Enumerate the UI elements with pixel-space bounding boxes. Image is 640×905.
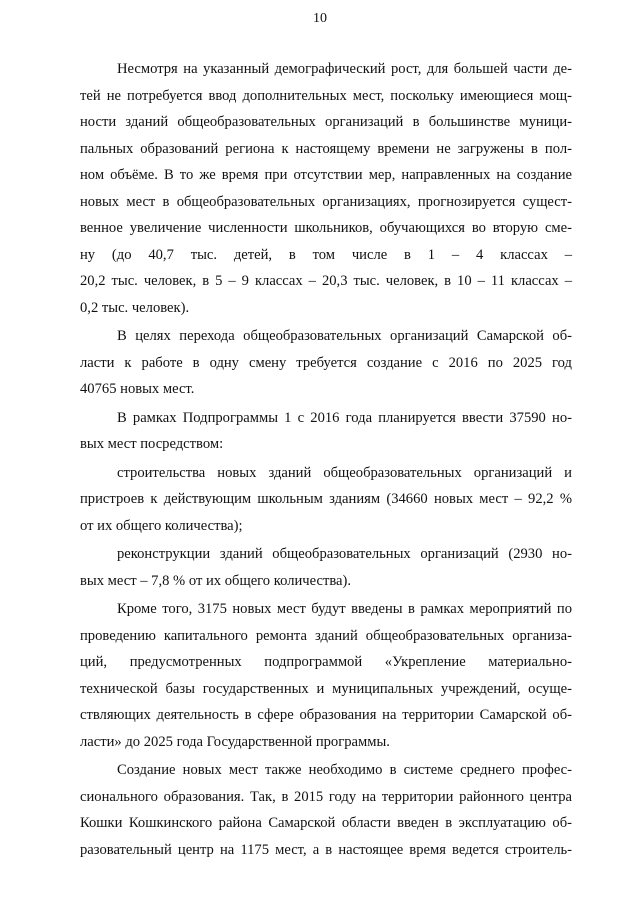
text-line: тей не потребуется ввод дополнительных мест, поскольку имеющиеся мощ- (80, 87, 572, 104)
paragraph-vocational-education (80, 757, 572, 863)
text-line: В целях перехода общеобразовательных организаций Самарской об- (117, 328, 572, 344)
text-line: технической базы государственных и муниципальных учреждений, осуще- (80, 680, 572, 697)
text-line: пальных образований региона к настоящему времени не загружены в пол- (80, 140, 572, 157)
text-line: ствляющих деятельность в сфере образования на территории Самарской об- (80, 707, 572, 723)
paragraph-capital-repair (80, 596, 572, 755)
paragraph-single-shift (80, 323, 572, 403)
text-line: сионального образования. Так, в 2015 году на территории районного центра (80, 788, 572, 805)
text-line: венное увеличение численности школьников, обучающихся во вторую сме- (80, 220, 572, 236)
text-line: проведению капитального ремонта зданий общеобразовательных организа- (80, 627, 572, 644)
page-number: 10 (313, 11, 327, 26)
text-line: ности зданий общеобразовательных организаций в большинстве муници- (80, 114, 572, 130)
text-line: строительства новых зданий общеобразовательных организаций и (117, 464, 572, 481)
text-line: ций, предусмотренных подпрограммой «Укрепление материально- (80, 654, 572, 670)
text-line: Кроме того, 3175 новых мест будут введены в рамках мероприятий по (117, 601, 572, 617)
text-line: В рамках Подпрограммы 1 с 2016 года планируется ввести 37590 но- (117, 409, 572, 426)
text-line: ласти к работе в одну смену требуется создание с 2016 по 2025 год (80, 354, 572, 371)
paragraph-construction (80, 460, 572, 540)
text-line: Кошки Кошкинского района Самарской области введен в эксплуатацию об- (80, 815, 572, 831)
text-line: 20,2 тыс. человек, в 5 – 9 классах – 20,3 тыс. человек, в 10 – 11 классах – (80, 273, 572, 289)
text-line: вых мест – 7,8 % от их общего количества). (80, 572, 352, 589)
text-line: новых мест в общеобразовательных организациях, прогнозируется сущест- (80, 193, 572, 210)
text-line: пристроев к действующим школьным зданиям (34660 новых мест – 92,2 % (80, 491, 572, 507)
paragraph-reconstruction (80, 541, 572, 594)
text-line: ласти» до 2025 года Государственной программы. (80, 733, 390, 750)
text-line: реконструкции зданий общеобразовательных организаций (2930 но- (117, 546, 572, 562)
body-text (80, 56, 572, 863)
text-line: 0,2 тыс. человек). (80, 299, 190, 316)
text-line: Создание новых мест также необходимо в системе среднего профес- (117, 762, 572, 778)
text-line: разовательный центр на 1175 мест, а в настоящее время ведется строитель- (80, 841, 572, 858)
text-line: ну (до 40,7 тыс. детей, в том числе в 1 – 4 классах – (80, 246, 572, 263)
text-line: от их общего количества); (80, 517, 243, 534)
text-line: ном объёме. В то же время при отсутствии мер, направленных на создание (80, 167, 572, 183)
text-line: вых мест посредством: (80, 436, 224, 452)
paragraph-subprogram-1 (80, 405, 572, 458)
paragraph-demographic-growth (80, 56, 572, 321)
text-line: Несмотря на указанный демографический рост, для большей части де- (117, 61, 572, 77)
text-line: 40765 новых мест. (80, 381, 195, 397)
